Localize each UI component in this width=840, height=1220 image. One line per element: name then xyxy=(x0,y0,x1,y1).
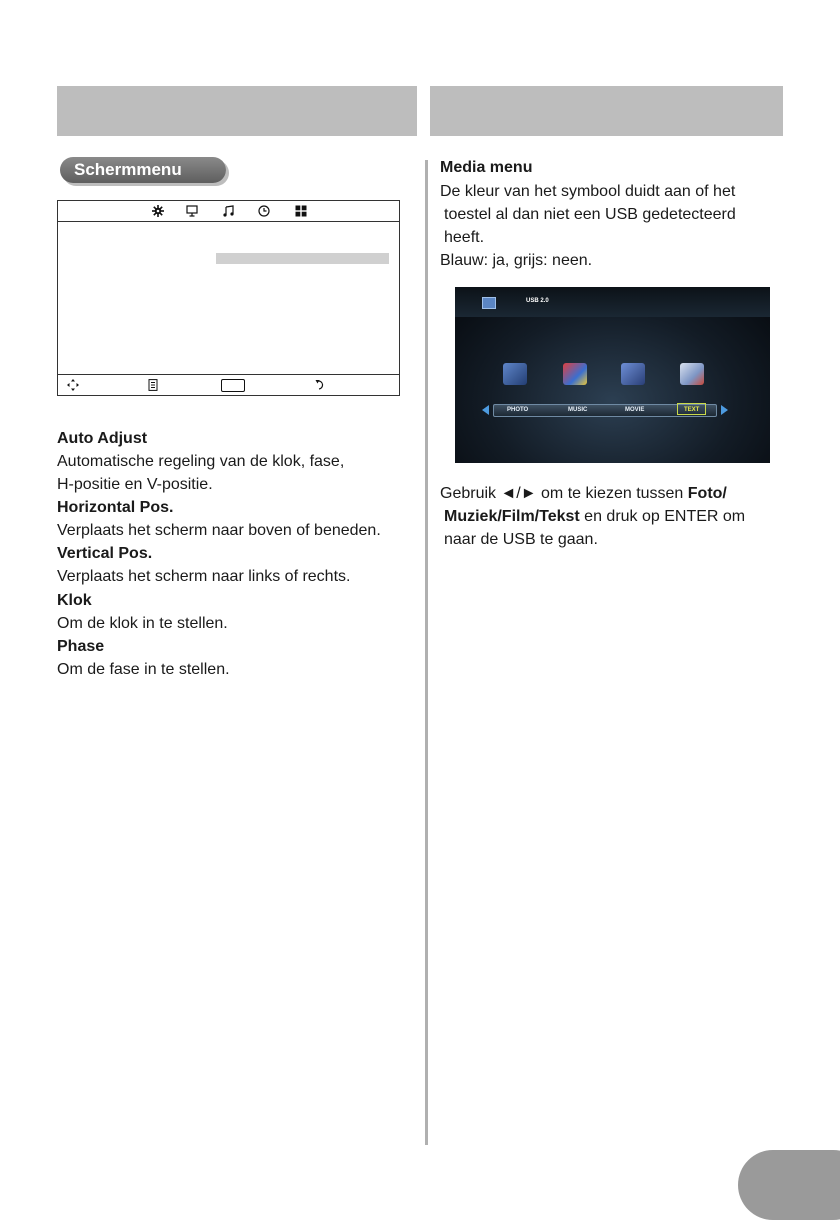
screen-menu-diagram xyxy=(57,200,400,396)
vertical-pos-title: Vertical Pos. xyxy=(57,545,153,562)
menu-bottom-bar xyxy=(58,374,399,395)
media-intro-line-3: heeft. xyxy=(444,229,485,246)
instruction-line-2-text: en druk op ENTER om xyxy=(579,508,746,525)
usb-icon xyxy=(482,297,496,309)
tab-photo[interactable]: PHOTO xyxy=(507,407,529,413)
column-divider xyxy=(425,160,428,1145)
auto-adjust-desc-1: Automatische regeling van de klok, fase, xyxy=(57,453,345,470)
tab-music[interactable]: MUSIC xyxy=(568,407,588,413)
instruction-line-2 xyxy=(444,505,745,528)
rect-key-icon xyxy=(221,379,245,392)
tab-movie[interactable]: MOVIE xyxy=(625,407,645,413)
phase-title: Phase xyxy=(57,638,105,655)
usb-label: USB 2.0 xyxy=(526,298,549,304)
instruction-line-1-bold: Foto/ xyxy=(687,485,727,502)
vertical-pos-desc: Verplaats het scherm naar links of rechts. xyxy=(57,568,351,585)
auto-adjust-title: Auto Adjust xyxy=(57,430,148,447)
media-intro-line-1: De kleur van het symbool duidt aan of het xyxy=(440,183,736,200)
instruction-line-3: naar de USB te gaan. xyxy=(444,531,598,548)
phase-desc: Om de fase in te stellen. xyxy=(57,661,230,678)
gear-icon xyxy=(151,204,165,218)
grid-icon xyxy=(294,204,308,218)
menu-selection-bar xyxy=(216,253,389,264)
monitor-icon xyxy=(185,204,199,218)
return-icon xyxy=(313,378,327,392)
music-icon xyxy=(563,363,587,385)
instruction-line-2-bold: Muziek/Film/Tekst xyxy=(444,508,580,525)
clock-icon xyxy=(257,204,271,218)
horizontal-pos-title: Horizontal Pos. xyxy=(57,499,174,516)
move-icon xyxy=(66,378,80,392)
menu-list-icon xyxy=(146,378,160,392)
movie-clapper-icon xyxy=(621,363,645,385)
instruction-line-1-text: Gebruik ◄/► om te kiezen tussen xyxy=(440,485,688,502)
instruction-line-1 xyxy=(440,482,727,505)
section-pill-schermmenu: Schermmenu xyxy=(60,157,226,183)
page-number-tab xyxy=(738,1150,840,1220)
text-document-icon xyxy=(680,363,704,385)
media-intro-line-2: toestel al dan niet een USB gedetecteerd xyxy=(444,206,736,223)
media-top-bar xyxy=(455,287,770,317)
music-note-icon xyxy=(222,204,236,218)
media-left-arrow-icon[interactable] xyxy=(482,405,489,415)
klok-title: Klok xyxy=(57,592,92,609)
horizontal-pos-desc: Verplaats het scherm naar boven of beneden. xyxy=(57,522,381,539)
photo-camera-icon xyxy=(503,363,527,385)
auto-adjust-desc-2: H-positie en V-positie. xyxy=(57,476,213,493)
header-bar-left xyxy=(57,86,417,136)
media-menu-screenshot xyxy=(455,287,770,463)
media-menu-title: Media menu xyxy=(440,159,533,176)
tab-text[interactable]: TEXT xyxy=(684,407,700,413)
media-legend-line: Blauw: ja, grijs: neen. xyxy=(440,252,593,269)
media-right-arrow-icon[interactable] xyxy=(721,405,728,415)
header-bar-right xyxy=(430,86,783,136)
menu-top-bar xyxy=(58,201,399,222)
klok-desc: Om de klok in te stellen. xyxy=(57,615,228,632)
